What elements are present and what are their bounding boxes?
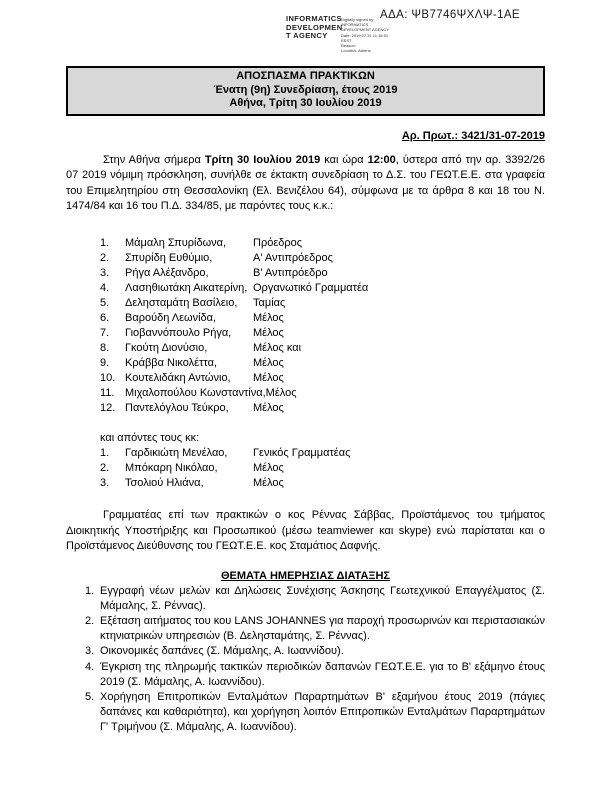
- present-members-list: [66, 236, 545, 416]
- item-number: 3.: [85, 645, 95, 658]
- member-role: Μέλος και: [253, 342, 302, 355]
- member-role: Μέλος: [253, 372, 284, 385]
- item-number: 2.: [85, 615, 95, 628]
- member-role: Ταμίας: [253, 297, 286, 310]
- list-item: [66, 386, 545, 401]
- list-item: [66, 371, 545, 386]
- item-number: 7.: [100, 327, 110, 340]
- list-item: [66, 341, 545, 356]
- list-item: [66, 356, 545, 371]
- list-item: [66, 326, 545, 341]
- agenda-item: [66, 660, 545, 690]
- paragraph-text: Στην Αθήνα σήμερα: [103, 153, 205, 166]
- agenda-item-text: Εγγραφή νέων μελών και Δηλώσεις Συνέχισης Άσκησης Γεωτεχνικού Επαγγέλματος (Σ. Μάμαλης, Σ. Ρέννας).: [100, 584, 545, 612]
- agency-line: INFORMATICS: [286, 14, 342, 23]
- item-number: 9.: [100, 357, 110, 370]
- signature-line: Reason:: [341, 43, 356, 49]
- list-item: [66, 401, 545, 416]
- item-number: 1.: [100, 447, 110, 460]
- document-title-box: [66, 66, 545, 116]
- member-role: Α' Αντιπρόεδρος: [253, 252, 333, 265]
- member-role: Μέλος: [253, 312, 284, 325]
- signature-line: EEST: [341, 37, 352, 43]
- digital-signature-details: [341, 17, 403, 53]
- item-number: 2.: [100, 462, 110, 475]
- item-number: 4.: [100, 282, 110, 295]
- item-number: 1.: [100, 237, 110, 250]
- member-name: Τσολιού Ηλιάνα,: [125, 477, 204, 490]
- item-number: 1.: [85, 584, 95, 597]
- signature-line: DEVELOPMENT AGENCY: [341, 27, 389, 33]
- item-number: 4.: [85, 660, 95, 673]
- signature-line: Date: 2019.07.31 11:15:51: [341, 32, 389, 38]
- signature-line: Digitally signed by: [341, 17, 374, 22]
- member-role: Μέλος: [253, 462, 284, 475]
- agenda-item-text: Χορήγηση Επιτροπικών Ενταλμάτων Παραρτημάτων Β' εξαμήνου έτους 2019 (πάγιες δαπάνες και καθαριότητα), και χορήγηση λοιπόν Επιτροπικών Ενταλμάτων Παραρτημάτων Γ' Τριμήνου (Σ. Μάμαλης, Α. Ιωαννίδου).: [100, 691, 545, 734]
- ada-code: ΑΔΑ: ΨΒ7746ΨΧΛΨ-1ΑΕ: [380, 9, 521, 21]
- agenda-heading: ΘΕΜΑΤΑ ΗΜΕΡΗΣΙΑΣ ΔΙΑΤΑΞΗΣ: [220, 569, 391, 582]
- item-number: 8.: [100, 342, 110, 355]
- member-role: Μέλος: [253, 357, 284, 370]
- agenda-item-text: Εξέταση αιτήματος του κου LANS JOHANNES για παροχή προσωρινών και περιστασιακών κτηνιατρικών υπηρεσιών (Β. Δελησταμάτης, Σ. Ρέννας).: [100, 615, 545, 643]
- agenda-item: [66, 584, 545, 614]
- member-role: Οργανωτικό Γραμματέα: [253, 282, 369, 295]
- item-number: 2.: [100, 252, 110, 265]
- agenda-list: [66, 584, 545, 736]
- agenda-item-text: Οικονομικές δαπάνες (Σ. Μάμαλης, Α. Ιωαννίδου).: [100, 645, 344, 658]
- member-role: Πρόεδρος: [253, 237, 303, 250]
- item-number: 5.: [100, 297, 110, 310]
- member-role: Μέλος: [253, 402, 284, 415]
- member-name: Λασηθιωτάκη Αικατερίνη,: [125, 282, 248, 295]
- member-name: Γαρδικιώτη Μενέλαο,: [125, 447, 228, 460]
- signature-line: INFORMATICS: [341, 22, 369, 28]
- member-role: Μέλος: [265, 387, 297, 400]
- list-item: [66, 476, 545, 491]
- signing-agency-name: [286, 15, 343, 41]
- item-number: 3.: [100, 477, 110, 490]
- agenda-item: [66, 690, 545, 736]
- member-name: Μιχαλοπούλου Κωνσταντίνα,: [125, 387, 266, 400]
- list-item: [66, 236, 545, 251]
- item-number: 3.: [100, 267, 110, 280]
- list-item: [66, 461, 545, 476]
- title-line-3: Αθήνα, Τρίτη 30 Ιουλίου 2019: [229, 97, 382, 110]
- paragraph-text: και ώρα: [320, 153, 368, 166]
- member-name: Ρήγα Αλέξανδρο,: [125, 267, 209, 280]
- member-name: Βαρούδη Λεωνίδα,: [125, 312, 217, 325]
- member-name: Δελησταμάτη Βασίλειο,: [125, 297, 238, 310]
- protocol-number: Αρ. Πρωτ.: 3421/31-07-2019: [401, 129, 545, 142]
- list-item: [66, 296, 545, 311]
- member-name: Γιοβαννόπουλο Ρήγα,: [125, 327, 232, 340]
- signature-line: Location: Athens: [341, 48, 371, 54]
- title-line-2: Ένατη (9η) Συνεδρίαση, έτους 2019: [213, 83, 398, 96]
- list-item: [66, 446, 545, 461]
- item-number: 5.: [85, 691, 95, 704]
- member-role: Μέλος: [253, 327, 284, 340]
- member-role: Γενικός Γραμματέας: [253, 447, 351, 460]
- member-name: Σπυρίδη Ευθύμιο,: [125, 252, 213, 265]
- absent-members-intro: και απόντες τους κκ:: [100, 432, 200, 445]
- list-item: [66, 311, 545, 326]
- agenda-item: [66, 614, 545, 644]
- absent-members-list: [66, 446, 545, 491]
- meeting-time: 12:00: [367, 153, 396, 166]
- list-item: [66, 251, 545, 266]
- item-number: 10.: [100, 372, 116, 385]
- agency-line: T AGENCY: [286, 31, 328, 41]
- opening-paragraph: [66, 153, 545, 215]
- member-role: Β' Αντιπρόεδρο: [253, 267, 328, 280]
- list-item: [66, 266, 545, 281]
- list-item: [66, 281, 545, 296]
- paragraph-text: , ύστερα από την αρ. 3392/26 07 2019 νόμιμη πρόσκληση, συνήλθε σε έκτακτη συνεδρίαση το Δ.Σ. του ΓΕΩΤ.Ε.Ε. στα γραφεία του Επιμελητηρίου στη Θεσσαλονίκη (Ελ. Βενιζέλου 64), σύμφωνα με τα άρθρα 8 και 18 του Ν. 1474/84 και 16 του Π.Δ. 334/85, με παρόντες τους κ.κ.:: [66, 153, 545, 212]
- item-number: 6.: [100, 312, 110, 325]
- member-name: Κουτελιδάκη Αντώνιο,: [125, 372, 231, 385]
- agenda-item-text: Έγκριση της πληρωμής τακτικών περιοδικών δαπανών ΓΕΩΤ.Ε.Ε. για το Β' εξάμηνο έτους 2019 (Σ. Μάμαλης, Α. Ιωαννίδου).: [100, 660, 545, 688]
- member-name: Κράββα Νικολέττα,: [125, 357, 218, 370]
- member-name: Μπόκαρη Νικόλαο,: [125, 462, 218, 475]
- agency-line: DEVELOPMEN: [286, 22, 343, 32]
- item-number: 11.: [100, 387, 115, 400]
- secretary-paragraph: Γραμματέας επί των πρακτικών ο κος Ρέννας Σάββας, Προϊστάμενος του τμήματος Διοικητικής Υποστήριξης και Προσωπικού (μέσω teamviewer και skype) ενώ παρίσταται και ο Προϊστάμενος Διεύθυνσης του ΓΕΩΤ.Ε.Ε. κος Σταμάτιος Δαφνής.: [66, 509, 545, 553]
- title-line-1: ΑΠΟΣΠΑΣΜΑ ΠΡΑΚΤΙΚΩΝ: [236, 70, 375, 82]
- meeting-date: Τρίτη 30 Ιουλίου 2019: [204, 153, 321, 166]
- agenda-item: [66, 644, 545, 659]
- member-name: Μάμαλη Σπυρίδωνα,: [125, 237, 227, 250]
- member-name: Παντελόγλου Τεύκρο,: [125, 402, 229, 415]
- member-name: Γκούτη Διονύσιο,: [125, 342, 208, 355]
- item-number: 12.: [100, 402, 116, 415]
- member-role: Μέλος: [253, 477, 284, 490]
